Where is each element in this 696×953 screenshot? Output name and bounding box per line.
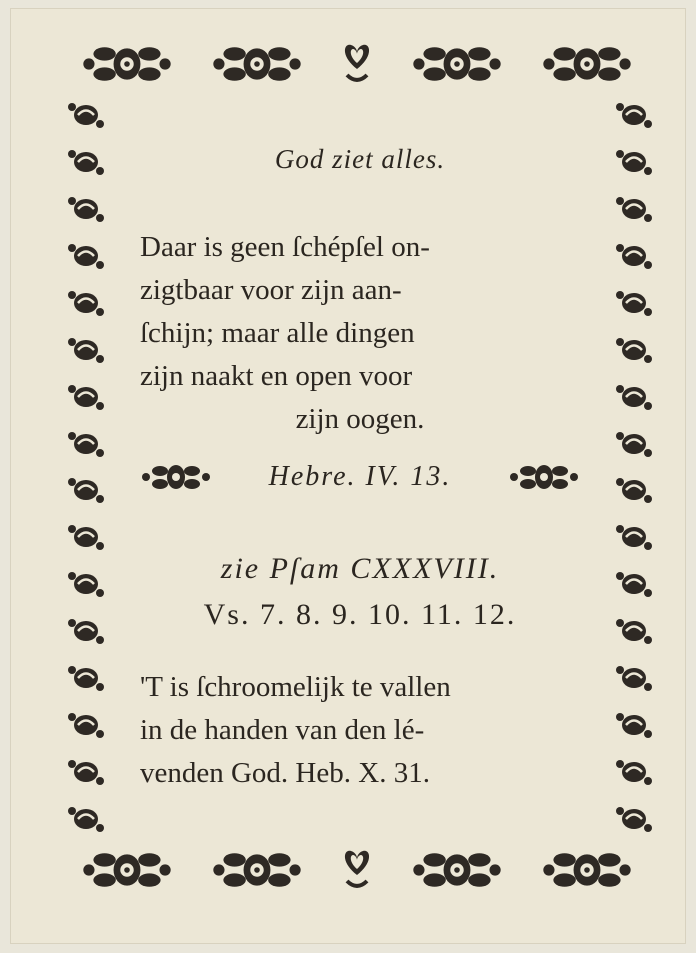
scroll-leaf-icon <box>614 286 654 320</box>
scroll-leaf-icon <box>66 145 106 179</box>
scroll-leaf-icon <box>614 380 654 414</box>
closing-text <box>140 666 580 795</box>
scroll-leaf-icon <box>614 145 654 179</box>
verse-numbers: Vs. 7. 8. 9. 10. 11. 12. <box>203 598 517 631</box>
scroll-leaf-icon <box>66 98 106 132</box>
floral-vine-icon <box>407 842 507 898</box>
card-title: God ziet alles. <box>274 144 446 174</box>
scroll-leaf-icon <box>66 380 106 414</box>
closing-line: venden God. Heb. X. 31. <box>140 757 430 789</box>
scroll-leaf-icon <box>66 661 106 695</box>
scroll-leaf-icon <box>614 661 654 695</box>
verse-line: Daar is geen ſchépſel on- <box>140 231 430 263</box>
scroll-leaf-icon <box>614 333 654 367</box>
heart-scroll-icon <box>337 845 377 895</box>
psalm-line: zie Pſam CXXXVIII. <box>220 552 500 585</box>
scripture-reference: Hebre. IV. 13. <box>268 461 452 492</box>
scroll-leaf-icon <box>614 567 654 601</box>
reference-row <box>140 452 580 502</box>
scroll-leaf-icon <box>66 427 106 461</box>
floral-ornament-icon <box>508 457 580 497</box>
scroll-leaf-icon <box>66 614 106 648</box>
scroll-leaf-icon <box>614 708 654 742</box>
scroll-leaf-icon <box>66 802 106 836</box>
closing-line: in de handen van den lé- <box>140 714 425 746</box>
verse-line: zigtbaar voor zijn aan- <box>140 274 402 306</box>
scroll-leaf-icon <box>614 98 654 132</box>
scroll-leaf-icon <box>66 473 106 507</box>
border-right <box>612 92 656 842</box>
floral-vine-icon <box>207 842 307 898</box>
border-bottom <box>62 840 652 900</box>
scroll-leaf-icon <box>614 473 654 507</box>
scroll-leaf-icon <box>66 708 106 742</box>
scroll-leaf-icon <box>66 755 106 789</box>
scroll-leaf-icon <box>66 333 106 367</box>
floral-vine-icon <box>537 36 637 92</box>
scroll-leaf-icon <box>66 239 106 273</box>
closing-line: 'T is ſchroomelijk te vallen <box>140 671 451 703</box>
heart-scroll-icon <box>337 39 377 89</box>
floral-vine-icon <box>207 36 307 92</box>
floral-vine-icon <box>77 36 177 92</box>
scroll-leaf-icon <box>66 567 106 601</box>
border-top <box>62 34 652 94</box>
verse-line: zijn naakt en open voor <box>140 360 413 392</box>
floral-vine-icon <box>77 842 177 898</box>
scroll-leaf-icon <box>614 239 654 273</box>
scroll-leaf-icon <box>66 192 106 226</box>
scroll-leaf-icon <box>66 286 106 320</box>
verse-line: ſchijn; maar alle dingen <box>140 317 415 349</box>
border-left <box>64 92 108 842</box>
floral-vine-icon <box>537 842 637 898</box>
floral-vine-icon <box>407 36 507 92</box>
verse-text <box>140 226 580 441</box>
scroll-leaf-icon <box>614 802 654 836</box>
scroll-leaf-icon <box>614 427 654 461</box>
scroll-leaf-icon <box>614 755 654 789</box>
psalm-reference <box>140 546 580 638</box>
verse-line: zijn oogen. <box>295 403 425 435</box>
scroll-leaf-icon <box>614 614 654 648</box>
floral-ornament-icon <box>140 457 212 497</box>
scroll-leaf-icon <box>66 520 106 554</box>
scroll-leaf-icon <box>614 520 654 554</box>
scroll-leaf-icon <box>614 192 654 226</box>
